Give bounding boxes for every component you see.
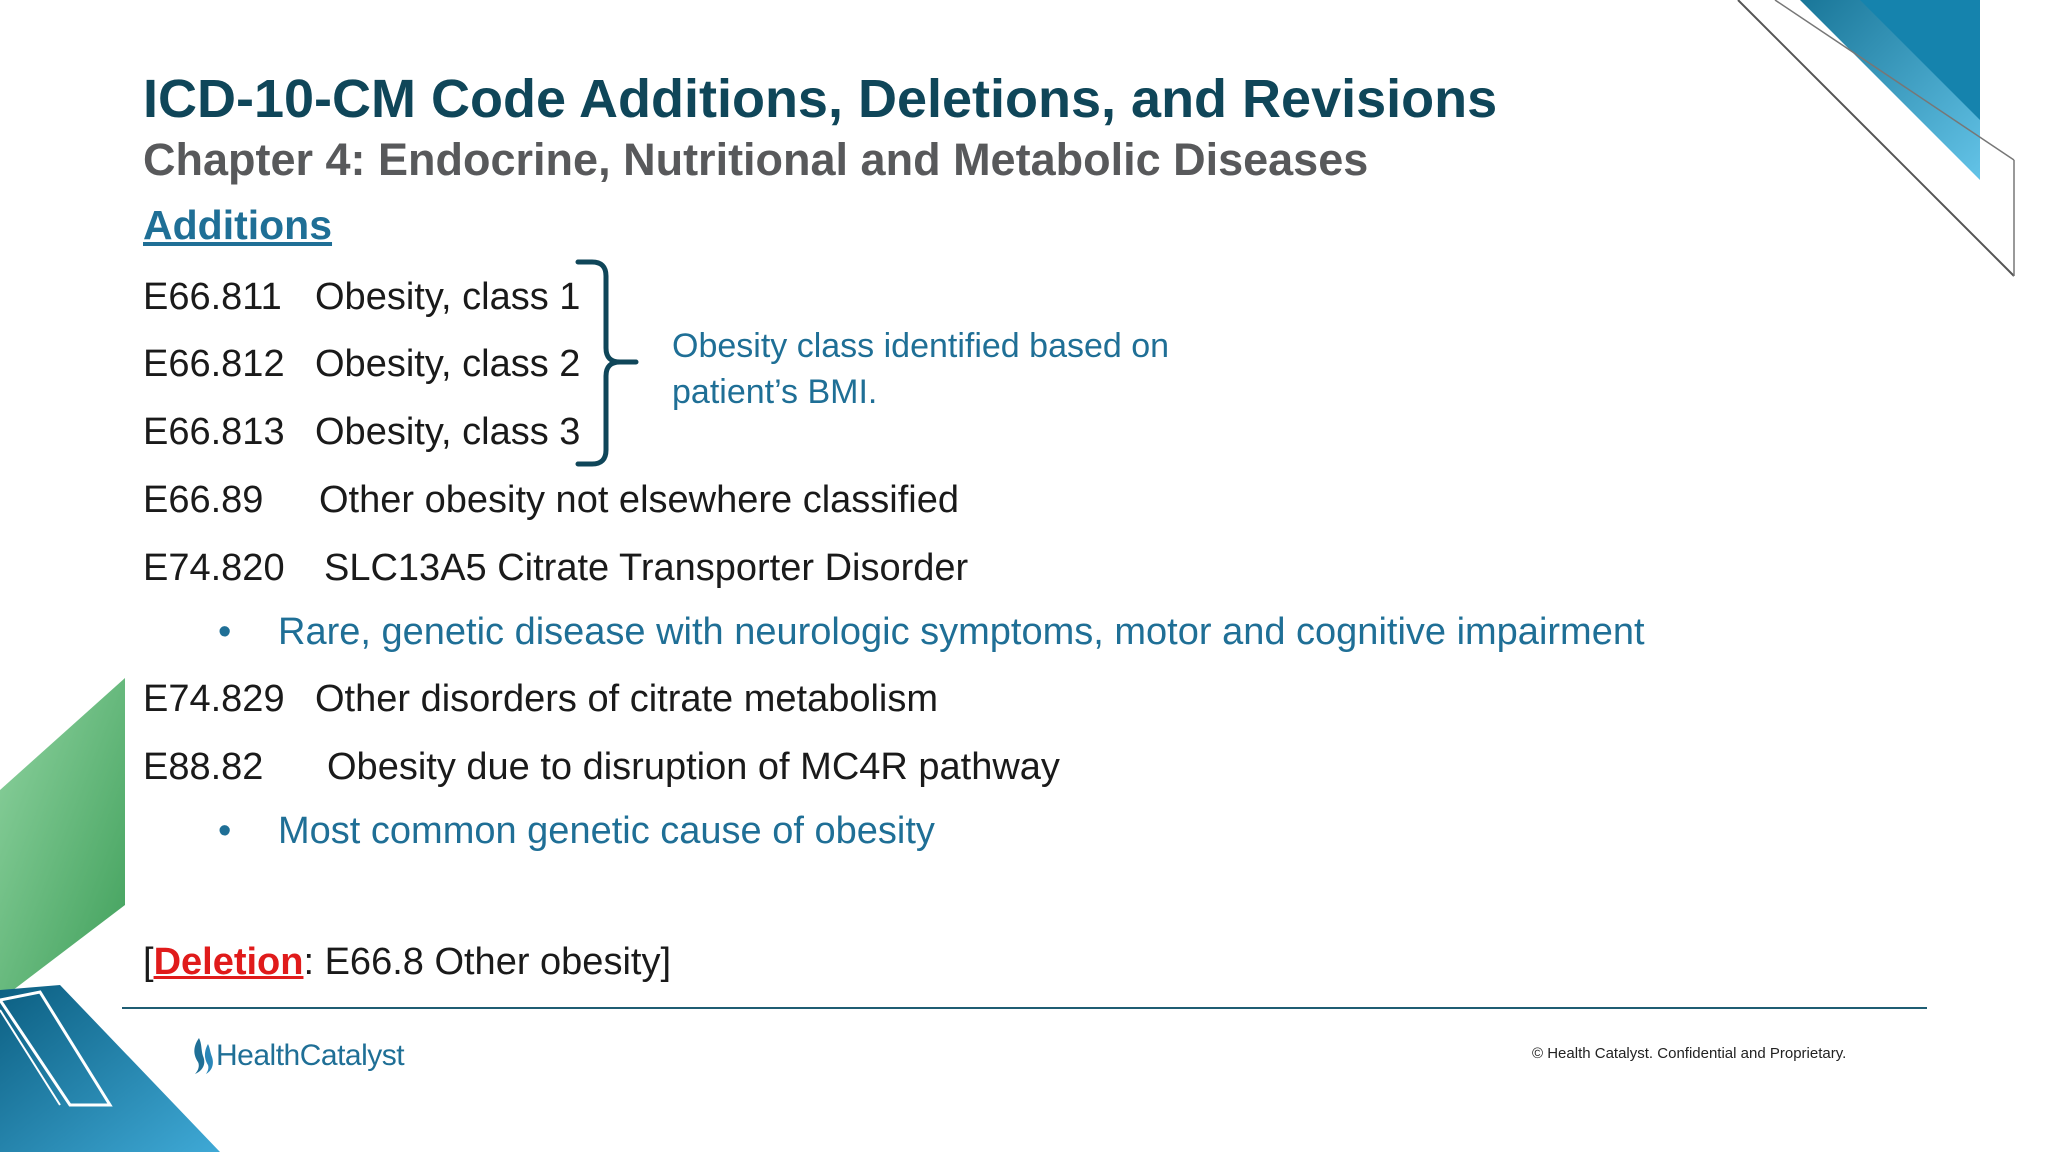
code-row — [143, 411, 581, 453]
code-value: E74.829 — [143, 678, 285, 720]
bullet-item — [218, 810, 935, 852]
code-value: E74.820 — [143, 547, 285, 589]
bullet-text: Most common genetic cause of obesity — [278, 810, 935, 852]
code-value: E66.813 — [143, 411, 285, 453]
code-value: E88.82 — [143, 746, 264, 788]
bullet-icon: • — [218, 810, 232, 852]
code-row — [143, 678, 939, 720]
health-catalyst-logo — [190, 1036, 404, 1076]
deletion-label: Deletion — [153, 941, 304, 983]
code-row — [143, 746, 1060, 788]
deletion-open-bracket: [ — [143, 941, 154, 983]
logo-text: HealthCatalyst — [216, 1039, 405, 1072]
code-value: E66.812 — [143, 343, 285, 385]
deletion-note — [143, 943, 671, 981]
deletion-text: : E66.8 Other obesity] — [303, 941, 671, 983]
code-row — [143, 547, 969, 589]
code-row — [143, 276, 581, 318]
code-value: E66.89 — [143, 479, 264, 521]
footer-divider — [122, 1007, 1927, 1009]
code-row — [143, 343, 581, 385]
curly-brace-icon — [568, 258, 648, 470]
bullet-icon: • — [218, 611, 232, 653]
code-description: Obesity, class 3 — [315, 411, 581, 453]
flame-icon — [190, 1036, 216, 1076]
bullet-text: Rare, genetic disease with neurologic symptoms, motor and cognitive impairment — [278, 611, 1645, 653]
code-description: Obesity, class 1 — [315, 276, 581, 318]
code-description: Other disorders of citrate metabolism — [315, 678, 939, 720]
code-row — [143, 479, 959, 521]
bullet-item — [218, 611, 1645, 653]
copyright-text: © Health Catalyst. Confidential and Proprietary. — [1532, 1045, 1847, 1062]
code-description: Obesity due to disruption of MC4R pathway — [327, 746, 1060, 788]
slide-subtitle: Chapter 4: Endocrine, Nutritional and Metabolic Diseases — [143, 134, 1369, 185]
code-description: Other obesity not elsewhere classified — [319, 479, 959, 521]
additions-heading: Additions — [143, 202, 333, 248]
code-description: SLC13A5 Citrate Transporter Disorder — [324, 547, 969, 589]
code-description: Obesity, class 2 — [315, 343, 581, 385]
bracket-note: Obesity class identified based on patient’s BMI. — [672, 327, 1170, 411]
corner-decor-top-right — [1738, 0, 2014, 276]
code-value: E66.811 — [143, 276, 282, 318]
slide-title: ICD-10-CM Code Additions, Deletions, and Revisions — [143, 69, 1498, 129]
